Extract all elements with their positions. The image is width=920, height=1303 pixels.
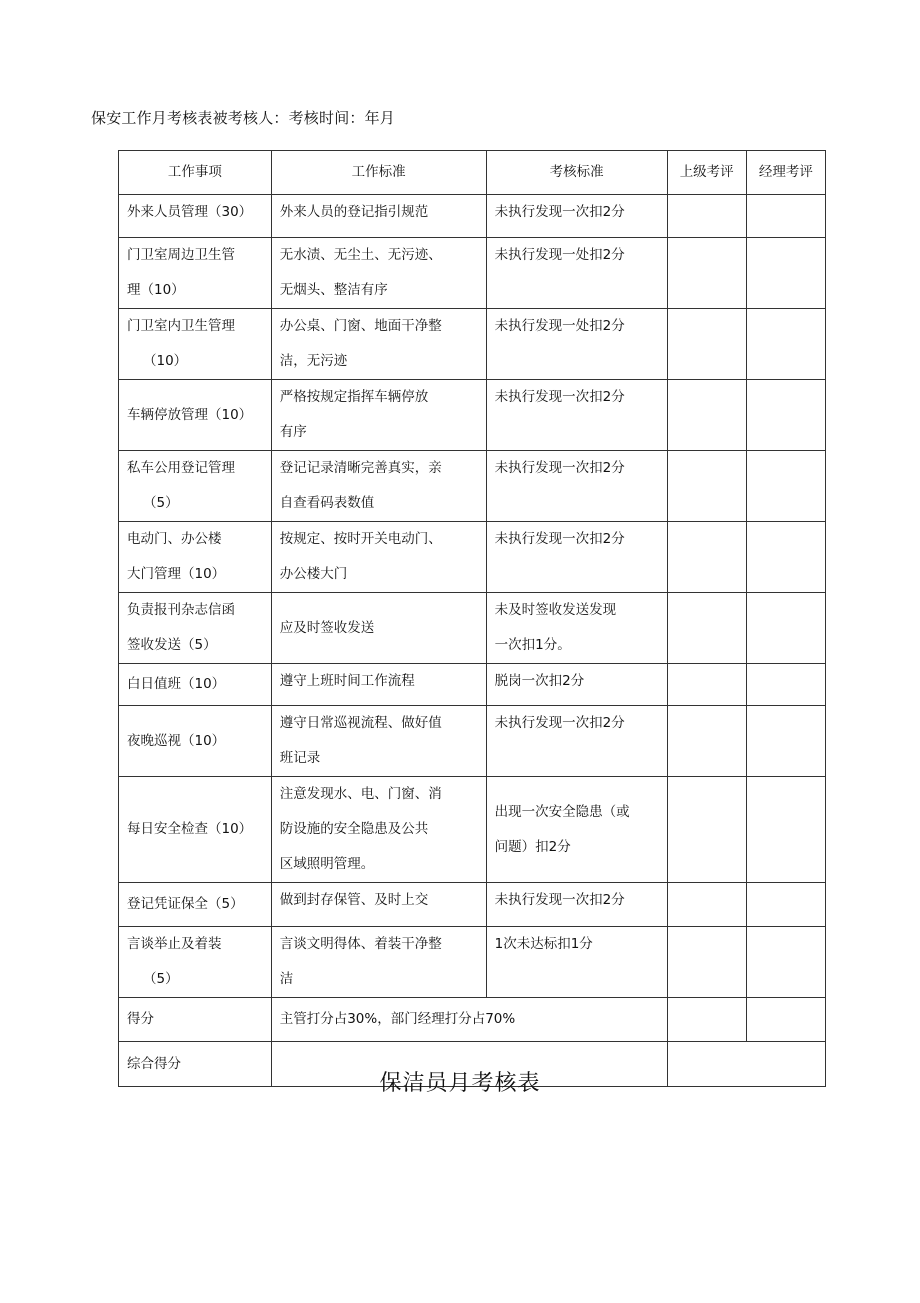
work-item-cell-line: （5） xyxy=(143,495,179,511)
assessment-standard-cell-line: 未执行发现一处扣2分 xyxy=(494,247,625,263)
work-standard-cell-line: 应及时签收发送 xyxy=(279,619,375,636)
assessment-standard-cell-line: 未执行发现一处扣2分 xyxy=(494,318,625,334)
work-item-cell xyxy=(119,883,272,927)
work-item-cell-line: 理（10） xyxy=(127,282,185,298)
table-row xyxy=(119,664,826,706)
assessment-standard-cell-line: 未执行发现一次扣2分 xyxy=(494,715,625,731)
assessment-table xyxy=(118,150,826,1087)
work-item-cell xyxy=(119,777,272,883)
work-item-cell-line: 白日值班（10） xyxy=(127,676,226,692)
supervisor-score-cell[interactable] xyxy=(667,883,746,927)
manager-score-cell[interactable] xyxy=(746,195,825,238)
manager-score-cell[interactable] xyxy=(746,664,825,706)
assessment-standard-cell xyxy=(486,927,667,998)
supervisor-score-cell[interactable] xyxy=(667,451,746,522)
work-standard-cell xyxy=(271,522,486,593)
assessment-standard-cell xyxy=(486,195,667,238)
table-row xyxy=(119,451,826,522)
assessment-standard-cell xyxy=(486,451,667,522)
work-standard-cell-line: 防设施的安全隐患及公共 xyxy=(279,821,429,837)
work-standard-cell-line: 按规定、按时开关电动门、 xyxy=(279,531,442,547)
work-standard-cell xyxy=(271,927,486,998)
assessment-standard-cell xyxy=(486,380,667,451)
manager-score-cell[interactable] xyxy=(746,238,825,309)
table-header-row xyxy=(119,151,826,195)
table-row xyxy=(119,238,826,309)
work-item-cell-line: 负责报刊杂志信函 xyxy=(127,602,235,618)
manager-score-cell[interactable] xyxy=(746,927,825,998)
table-row xyxy=(119,380,826,451)
work-item-cell-line: 车辆停放管理（10） xyxy=(127,406,253,423)
work-standard-cell-line: 有序 xyxy=(279,424,307,440)
assessment-standard-cell-line: 未执行发现一次扣2分 xyxy=(494,204,625,220)
work-standard-cell-line: 办公楼大门 xyxy=(279,566,348,582)
work-item-cell-line: 签收发送（5） xyxy=(127,637,217,653)
table-row xyxy=(119,706,826,777)
table-row xyxy=(119,522,826,593)
supervisor-score-cell[interactable] xyxy=(667,927,746,998)
work-item-cell xyxy=(119,664,272,706)
supervisor-score-cell[interactable] xyxy=(667,309,746,380)
manager-score-cell[interactable] xyxy=(746,522,825,593)
work-standard-cell xyxy=(271,309,486,380)
form-header: 保安工作月考核表被考核人：考核时间：年月 xyxy=(91,109,396,127)
assessment-standard-cell xyxy=(486,664,667,706)
work-standard-cell-line: 遵守日常巡视流程、做好值 xyxy=(279,715,442,731)
work-standard-cell-line: 注意发现水、电、门窗、消 xyxy=(279,786,442,802)
work-item-cell xyxy=(119,451,272,522)
work-standard-cell-line: 无烟头、整洁有序 xyxy=(279,282,388,298)
score-label: 得分 xyxy=(119,998,272,1042)
work-item-cell-line: 登记凭证保全（5） xyxy=(127,896,244,912)
table-row xyxy=(119,927,826,998)
assessment-standard-cell-line: 一次扣1分。 xyxy=(494,637,571,653)
work-item-cell xyxy=(119,195,272,238)
manager-score-cell[interactable] xyxy=(746,706,825,777)
work-standard-cell-line: 办公桌、门窗、地面干净整 xyxy=(279,318,442,334)
work-standard-cell-line: 无水渍、无尘土、无污迹、 xyxy=(279,247,442,263)
supervisor-score-cell[interactable] xyxy=(667,380,746,451)
assessment-standard-cell xyxy=(486,706,667,777)
score-supervisor-cell[interactable] xyxy=(667,998,746,1042)
supervisor-score-cell[interactable] xyxy=(667,195,746,238)
table-row xyxy=(119,195,826,238)
work-standard-cell xyxy=(271,451,486,522)
work-item-cell-line: 大门管理（10） xyxy=(127,566,226,582)
work-item-cell xyxy=(119,238,272,309)
work-standard-cell-line: 区域照明管理。 xyxy=(279,856,375,872)
work-item-cell-line: 夜晚巡视（10） xyxy=(127,732,226,749)
assessment-standard-cell-line: 未执行发现一次扣2分 xyxy=(494,892,625,908)
supervisor-score-cell[interactable] xyxy=(667,593,746,664)
assessment-standard-cell-line: 1次未达标扣1分 xyxy=(494,936,593,952)
supervisor-score-cell[interactable] xyxy=(667,522,746,593)
score-row xyxy=(119,998,826,1042)
assessment-standard-cell xyxy=(486,593,667,664)
work-item-cell xyxy=(119,706,272,777)
work-standard-cell-line: 洁 xyxy=(279,971,294,987)
work-item-cell-line: 电动门、办公楼 xyxy=(127,531,222,547)
work-item-cell-line: 门卫室周边卫生管 xyxy=(127,247,235,263)
work-standard-cell-line: 言谈文明得体、着装干净整 xyxy=(279,936,442,952)
work-item-cell-line: 言谈举止及着装 xyxy=(127,936,222,952)
manager-score-cell[interactable] xyxy=(746,309,825,380)
manager-score-cell[interactable] xyxy=(746,777,825,883)
work-standard-cell-line: 洁，无污迹 xyxy=(279,353,348,369)
work-item-cell-line: （10） xyxy=(143,353,188,369)
work-item-cell xyxy=(119,522,272,593)
assessment-standard-cell-line: 未及时签收发送发现 xyxy=(494,602,617,618)
column-header-assessment: 考核标准 xyxy=(486,151,667,195)
work-standard-cell xyxy=(271,706,486,777)
table-row xyxy=(119,883,826,927)
assessment-standard-cell-line: 脱岗一次扣2分 xyxy=(494,673,585,689)
work-item-cell-line: 私车公用登记管理 xyxy=(127,460,235,476)
table-row xyxy=(119,593,826,664)
manager-score-cell[interactable] xyxy=(746,593,825,664)
work-standard-cell-line: 班记录 xyxy=(279,750,321,766)
total-label: 综合得分 xyxy=(119,1042,272,1087)
supervisor-score-cell[interactable] xyxy=(667,664,746,706)
work-standard-cell xyxy=(271,380,486,451)
work-standard-cell-line: 严格按规定指挥车辆停放 xyxy=(279,389,429,405)
column-header-item: 工作事项 xyxy=(119,151,272,195)
work-item-cell-line: 每日安全检查（10） xyxy=(127,821,253,837)
work-standard-cell-line: 自查看码表数值 xyxy=(279,495,375,511)
column-header-supervisor: 上级考评 xyxy=(667,151,746,195)
work-standard-cell-line: 外来人员的登记指引规范 xyxy=(279,204,429,220)
assessment-standard-cell xyxy=(486,522,667,593)
assessment-standard-cell xyxy=(486,309,667,380)
work-item-cell xyxy=(119,309,272,380)
work-item-cell-line: 外来人员管理（30） xyxy=(127,204,253,220)
manager-score-cell[interactable] xyxy=(746,883,825,927)
table-row xyxy=(119,777,826,883)
assessment-standard-cell-line: 问题）扣2分 xyxy=(494,838,571,855)
work-item-cell-line: （5） xyxy=(143,971,179,987)
assessment-standard-cell xyxy=(486,777,667,883)
work-standard-cell-line: 遵守上班时间工作流程 xyxy=(279,673,415,689)
supervisor-score-cell[interactable] xyxy=(667,706,746,777)
assessment-standard-cell-line: 出现一次安全隐患（或 xyxy=(494,803,630,820)
work-standard-cell xyxy=(271,593,486,664)
work-standard-cell-line: 登记记录清晰完善真实，亲 xyxy=(279,460,442,476)
work-standard-cell xyxy=(271,238,486,309)
assessment-standard-cell xyxy=(486,883,667,927)
assessment-standard-cell-line: 未执行发现一次扣2分 xyxy=(494,531,625,547)
work-standard-cell xyxy=(271,777,486,883)
assessment-standard-cell xyxy=(486,238,667,309)
column-header-standard: 工作标准 xyxy=(271,151,486,195)
score-manager-cell[interactable] xyxy=(746,998,825,1042)
supervisor-score-cell[interactable] xyxy=(667,777,746,883)
assessment-standard-cell-line: 未执行发现一次扣2分 xyxy=(494,389,625,405)
work-standard-cell xyxy=(271,883,486,927)
work-item-cell xyxy=(119,380,272,451)
assessment-standard-cell-line: 未执行发现一次扣2分 xyxy=(494,460,625,476)
next-form-title: 保洁员月考核表 xyxy=(379,1071,541,1096)
score-note: 主管打分占30%，部门经理打分占70% xyxy=(271,998,667,1042)
work-item-cell xyxy=(119,927,272,998)
work-item-cell xyxy=(119,593,272,664)
supervisor-score-cell[interactable] xyxy=(667,238,746,309)
work-standard-cell xyxy=(271,195,486,238)
manager-score-cell[interactable] xyxy=(746,451,825,522)
work-standard-cell-line: 做到封存保管、及时上交 xyxy=(279,892,429,908)
work-item-cell-line: 门卫室内卫生管理 xyxy=(127,318,235,334)
table-row xyxy=(119,309,826,380)
column-header-manager: 经理考评 xyxy=(746,151,825,195)
work-standard-cell xyxy=(271,664,486,706)
manager-score-cell[interactable] xyxy=(746,380,825,451)
